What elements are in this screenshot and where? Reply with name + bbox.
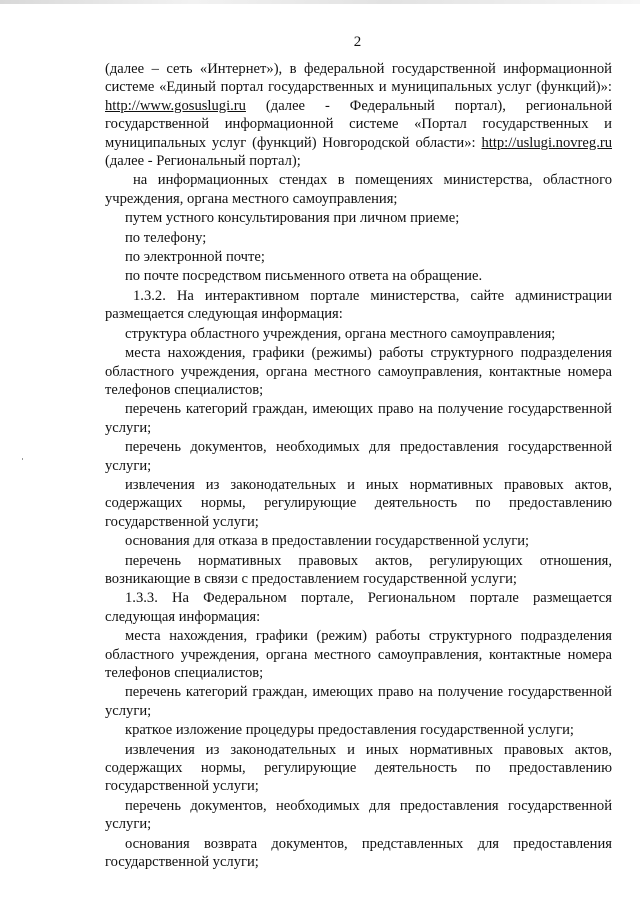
paragraph: перечень документов, необходимых для предоставления государственной услуги;	[105, 797, 612, 833]
paragraph: по электронной почте;	[125, 249, 265, 266]
gosuslugi-link[interactable]: http://www.gosuslugi.ru	[105, 97, 246, 114]
paragraph: основания возврата документов, представленных для предоставления государственной услуги;	[105, 835, 612, 871]
scan-speck	[22, 458, 23, 460]
paragraph: основания для отказа в предоставлении государственной услуги;	[125, 533, 530, 550]
paragraph: структура областного учреждения, органа местного самоуправления;	[125, 325, 556, 342]
document-body	[105, 60, 612, 871]
paragraph: извлечения из законодательных и иных нормативных правовых актов, содержащих нормы, регулирующие деятельность по предоставлению государственной услуги;	[105, 476, 612, 530]
paragraph: путем устного консультирования при личном приеме;	[125, 210, 460, 227]
paragraph: по телефону;	[125, 229, 207, 246]
uslugi-novreg-link[interactable]: http://uslugi.novreg.ru	[481, 134, 612, 151]
paragraph-text: (далее - Федеральный портал), региональной государственной информационной системе «Портал государственных и муниципальных услуг (функций) Новгородской области»:	[105, 97, 612, 151]
section-heading-1-3-2: 1.3.2. На интерактивном портале министерства, сайте администрации размещается следующая информация:	[105, 287, 612, 323]
paragraph: перечень категорий граждан, имеющих право на получение государственной услуги;	[105, 401, 612, 436]
paragraph: места нахождения, графики (режим) работы структурного подразделения областного учреждения, органа местного самоуправления, контактные номера телефонов специалистов;	[105, 628, 612, 681]
paragraph-text: (далее – сеть «Интернет»), в федеральной государственной информационной системе «Единый портал государственных и муниципальных услуг (функций)»:	[105, 61, 612, 96]
section-heading-1-3-3: 1.3.3. На Федеральном портале, Региональном портале размещается следующая информация:	[105, 590, 612, 625]
paragraph-text: (далее - Региональный портал);	[105, 153, 301, 170]
paragraph: перечень нормативных правовых актов, регулирующих отношения, возникающие в связи с предоставлением государственной услуги;	[105, 552, 612, 587]
paragraph: по почте посредством письменного ответа на обращение.	[125, 268, 483, 285]
page-number: 2	[353, 34, 362, 50]
paragraph: краткое изложение процедуры предоставления государственной услуги;	[125, 722, 574, 739]
paragraph: на информационных стендах в помещениях министерства, областного учреждения, органа местного самоуправления;	[105, 172, 612, 207]
scan-edge-artifact	[0, 0, 640, 4]
paragraph: перечень документов, необходимых для предоставления государственной услуги;	[105, 439, 612, 474]
paragraph-portals	[105, 60, 612, 170]
paragraph: извлечения из законодательных и иных нормативных правовых актов, содержащих нормы, регулирующие деятельность по предоставлению государственной услуги;	[105, 741, 612, 795]
paragraph: перечень категорий граждан, имеющих право на получение государственной услуги;	[105, 684, 612, 719]
paragraph: места нахождения, графики (режимы) работы структурного подразделения областного учреждения, органа местного самоуправления, контактные номера телефонов специалистов;	[105, 345, 612, 398]
